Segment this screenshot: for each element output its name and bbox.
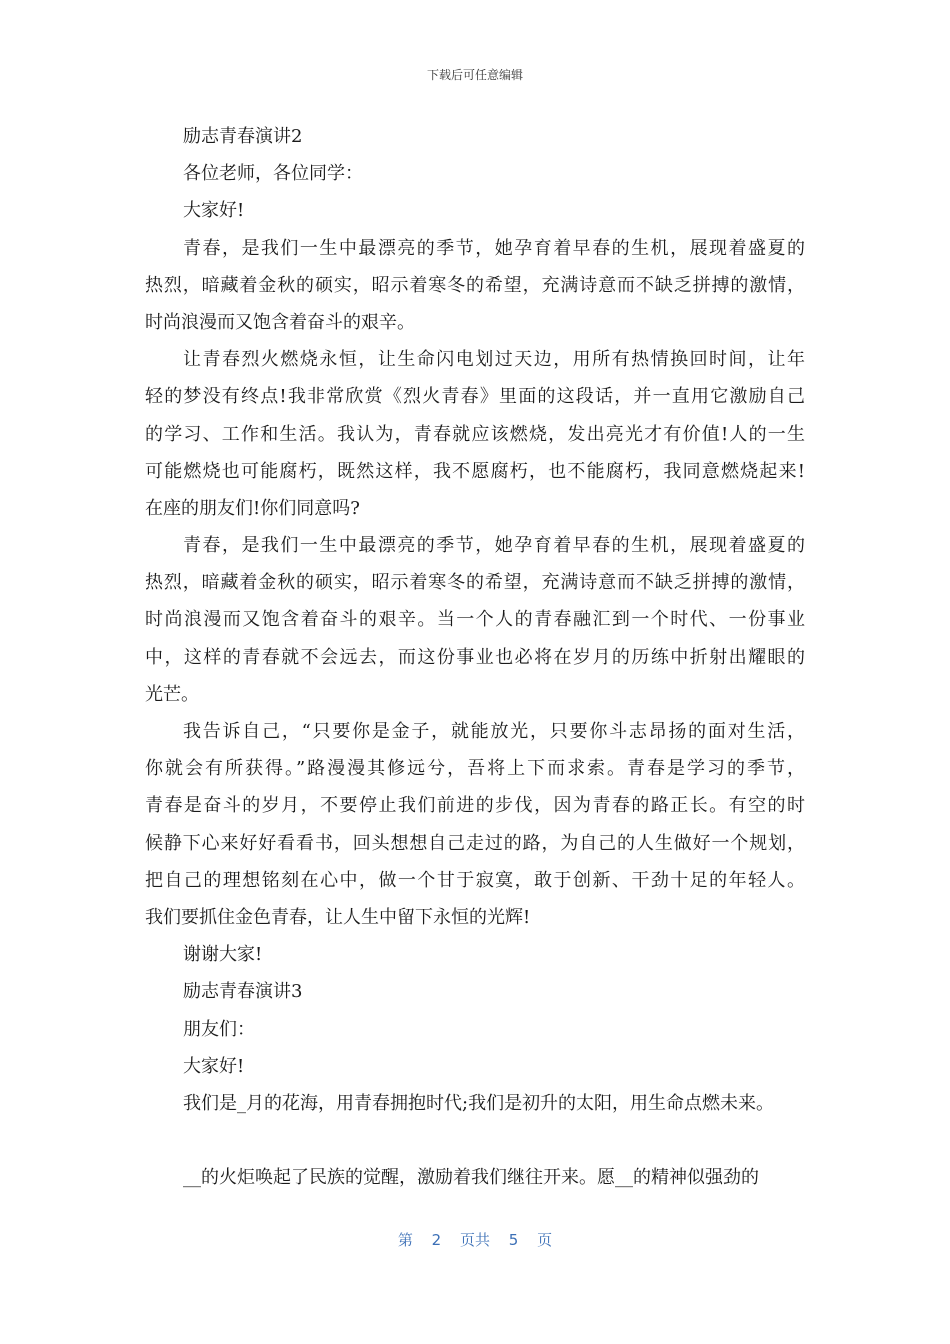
text-line: 热烈，暗藏着金秋的硕实，昭示着寒冬的希望，充满诗意而不缺乏拼搏的激情，: [145, 572, 805, 594]
text-line: 各位老师，各位同学：: [183, 163, 363, 185]
text-line: 大家好!: [183, 200, 245, 222]
text-line: 的学习、工作和生活。我认为，青春就应该燃烧，发出亮光才有价值!人的一生: [145, 423, 805, 445]
text-line: 青春，是我们一生中最漂亮的季节，她孕育着早春的生机，展现着盛夏的: [183, 535, 805, 557]
text-line: 中，这样的青春就不会远去，而这份事业也必将在岁月的历练中折射出耀眼的: [145, 646, 805, 668]
text-line: 时尚浪漫而又饱含着奋斗的艰辛。: [145, 311, 415, 333]
text-line: 朋友们：: [183, 1018, 255, 1040]
text-line: 把自己的理想铭刻在心中，做一个甘于寂寞，敢于创新、干劲十足的年轻人。: [145, 869, 805, 891]
text-line: 青春是奋斗的岁月，不要停止我们前进的步伐，因为青春的路正长。有空的时: [145, 795, 805, 817]
text-line: 我告诉自己，“只要你是金子，就能放光，只要你斗志昂扬的面对生活，: [183, 721, 805, 742]
page-header: 下载后可任意编辑: [426, 68, 523, 82]
text-line: 谢谢大家!: [183, 944, 263, 966]
text-line: 在座的朋友们!你们同意吗?: [145, 497, 360, 519]
document-body: [145, 118, 805, 1196]
text-line: 轻的梦没有终点!我非常欣赏《烈火青春》里面的这段话，并一直用它激励自己: [145, 386, 805, 408]
text-line: 可能燃烧也可能腐朽，既然这样，我不愿腐朽，也不能腐朽，我同意燃烧起来!: [145, 460, 805, 482]
text-line: 让青春烈火燃烧永恒，让生命闪电划过天边，用所有热情换回时间，让年: [183, 349, 805, 371]
text-line: 你就会有所获得。”路漫漫其修远兮，吾将上下而求索。青春是学习的季节，: [145, 758, 805, 780]
text-line: 青春，是我们一生中最漂亮的季节，她孕育着早春的生机，展现着盛夏的: [183, 237, 805, 259]
page-footer: 第 2 页共 5 页: [397, 1231, 553, 1249]
text-line: 热烈，暗藏着金秋的硕实，昭示着寒冬的希望，充满诗意而不缺乏拼搏的激情，: [145, 274, 805, 296]
text-line: [145, 1122, 805, 1159]
text-line: 大家好!: [183, 1055, 245, 1077]
text-line: 时尚浪漫而又饱含着奋斗的艰辛。当一个人的青春融汇到一个时代、一份事业: [145, 609, 805, 631]
text-line: 励志青春演讲3: [183, 981, 303, 1003]
text-line: 候静下心来好好看看书，回头想想自己走过的路，为自己的人生做好一个规划，: [145, 832, 805, 854]
text-line: __的火炬唤起了民族的觉醒，激励着我们继往开来。愿__的精神似强劲的: [183, 1167, 759, 1189]
text-line: 我们是_月的花海，用青春拥抱时代;我们是初升的太阳，用生命点燃未来。: [183, 1092, 775, 1114]
text-line: 光芒。: [145, 683, 199, 705]
text-line: 我们要抓住金色青春，让人生中留下永恒的光辉!: [145, 906, 531, 928]
text-line: 励志青春演讲2: [183, 126, 303, 147]
